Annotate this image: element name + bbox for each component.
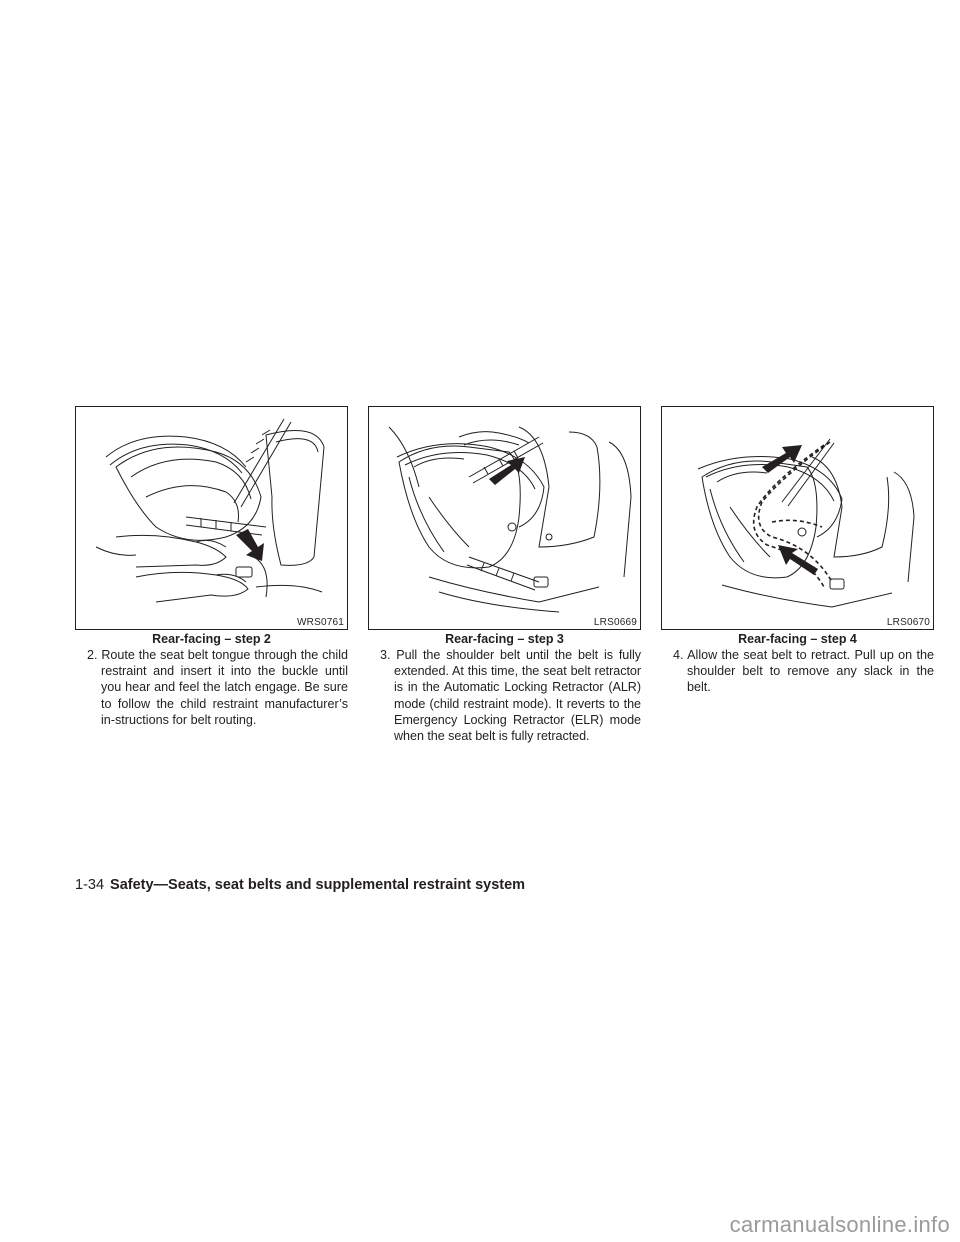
section-title: Safety—Seats, seat belts and supplemental restraint system <box>110 877 526 893</box>
column-step-4 <box>661 406 934 696</box>
step-3-text: 3. Pull the shoulder belt until the belt is fully extended. At this time, the seat belt retractor is in the Automatic Locking Retractor (ALR) mode (child restraint mode). It reverts to the Emergency Locking Retractor (ELR) mode when the seat belt is fully retracted. <box>380 648 641 744</box>
illustration-step-2 <box>76 407 347 629</box>
column-step-2 <box>75 406 348 728</box>
figure-code: LRS0669 <box>593 617 637 628</box>
figure-rear-facing-step-3 <box>368 406 641 630</box>
step-2-text: 2. Route the seat belt tongue through the child restraint and insert it into the buckle until you hear and feel the latch engage. Be sure to follow the child restraint manufacturer’s in-structions for belt routing. <box>87 648 348 727</box>
figure-rear-facing-step-2 <box>75 406 348 630</box>
figure-rear-facing-step-4 <box>661 406 934 630</box>
figure-caption: Rear-facing – step 3 <box>445 632 564 646</box>
figure-code: LRS0670 <box>886 617 930 628</box>
watermark-text: carmanualsonline.info <box>729 1212 950 1237</box>
step-4-text: 4. Allow the seat belt to retract. Pull up on the shoulder belt to remove any slack in the belt. <box>673 648 934 695</box>
figure-caption: Rear-facing – step 2 <box>152 632 271 646</box>
column-step-3 <box>368 406 641 744</box>
illustration-step-3 <box>369 407 640 629</box>
page-footer <box>75 876 525 894</box>
page-number: 1-34 <box>75 877 105 893</box>
figure-code: WRS0761 <box>297 617 344 628</box>
illustration-step-4 <box>662 407 933 629</box>
figure-caption: Rear-facing – step 4 <box>738 632 857 646</box>
